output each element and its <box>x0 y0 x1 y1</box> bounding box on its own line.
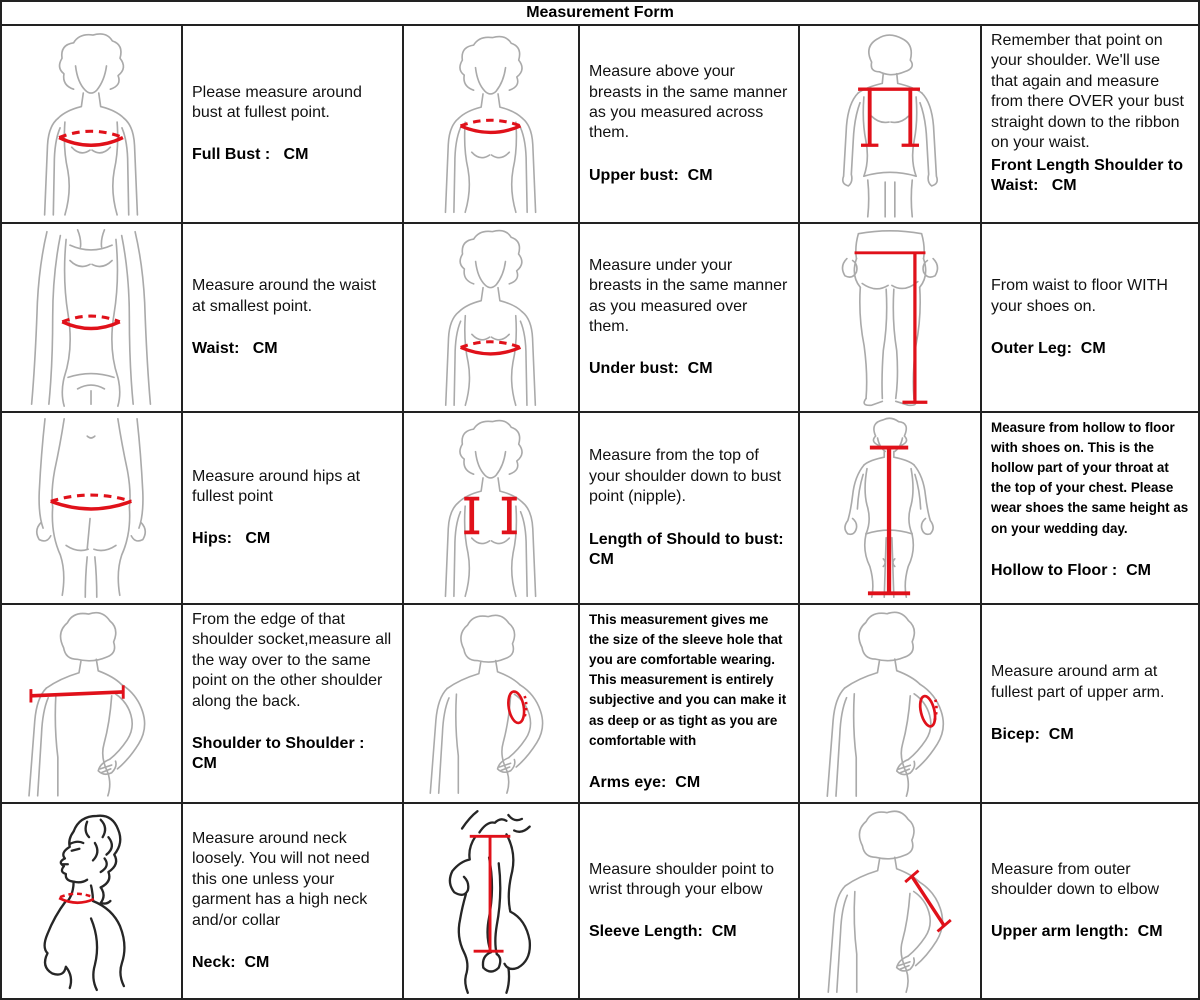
back-armhole-ellipse-icon <box>406 607 576 800</box>
arms-eye-instructions <box>580 605 800 804</box>
bicep-figure <box>800 605 982 804</box>
under-bust-instructions <box>580 224 800 413</box>
body-hollow-to-floor-icon <box>802 415 978 601</box>
bicep-instructions <box>982 605 1198 804</box>
arms-eye-figure <box>404 605 580 804</box>
instruction-text: Measure around hips at fullest point <box>192 467 361 505</box>
upper-arm-length-instructions <box>982 804 1198 998</box>
instruction-text: Measure from the top of your shoulder down to bust point (nipple). <box>589 447 782 506</box>
hollow-to-floor-figure <box>800 413 982 605</box>
woman-front-bust-ellipse-icon <box>4 28 179 220</box>
measurement-label: Front Length Shoulder to Waist: CM <box>991 156 1188 194</box>
measurement-label: Hollow to Floor : CM <box>991 561 1151 579</box>
sleeve-length-instructions <box>580 804 800 998</box>
measurement-label: Shoulder to Shoulder : CM <box>192 735 369 773</box>
measurement-label: Outer Leg: CM <box>991 339 1106 357</box>
upper-bust-instructions <box>580 26 800 224</box>
instruction-text: Measure above your breasts in the same manner as you measured across them. <box>589 63 788 142</box>
form-title: Measurement Form <box>2 2 1198 26</box>
instruction-text: Measure around the waist at smallest point. <box>192 277 377 315</box>
instruction-text: Remember that point on your shoulder. We'll use that again and measure from there OVER your bust straight down to the ribbon on your waist. <box>991 32 1184 152</box>
measurement-label: Waist: CM <box>192 339 278 357</box>
back-shoulder-to-shoulder-line-icon <box>4 607 179 800</box>
shoulder-to-bust-instructions <box>580 413 800 605</box>
outer-leg-instructions <box>982 224 1198 413</box>
woman-back-shoulder-to-waist-icon <box>802 28 978 220</box>
waist-figure <box>2 224 183 413</box>
shoulder-to-bust-figure <box>404 413 580 605</box>
measurement-label: Upper bust: CM <box>589 166 713 184</box>
side-shoulder-to-wrist-line-icon <box>406 806 576 996</box>
waist-instructions <box>183 224 404 413</box>
instruction-text: Measure around neck loosely. You will not need this one unless your garment has a high neck and/or collar <box>192 829 370 929</box>
measurement-label: Upper arm length: CM <box>991 923 1163 941</box>
woman-front-under-bust-ellipse-icon <box>406 226 576 409</box>
instruction-text: Measure shoulder point to wrist through your elbow <box>589 860 774 898</box>
upper-bust-figure <box>404 26 580 224</box>
instruction-text: Measure from outer shoulder down to elbow <box>991 860 1160 898</box>
instruction-text: From waist to floor WITH your shoes on. <box>991 277 1168 315</box>
neck-instructions <box>183 804 404 998</box>
instruction-text: This measurement gives me the size of the sleeve hole that you are comfortable wearing. This measurement is entirely subjective and you can make it as deep or as tight as you are comfortable with <box>589 612 787 748</box>
front-length-figure <box>800 26 982 224</box>
hollow-to-floor-instructions <box>982 413 1198 605</box>
shoulder-to-shoulder-figure <box>2 605 183 804</box>
neck-figure <box>2 804 183 998</box>
measurement-label: Hips: CM <box>192 530 271 548</box>
measurement-label: Sleeve Length: CM <box>589 923 737 941</box>
full-bust-instructions <box>183 26 404 224</box>
measurement-label: Arms eye: CM <box>589 773 701 791</box>
legs-waist-to-floor-icon <box>802 226 978 409</box>
measurement-grid <box>2 26 1198 998</box>
outer-leg-figure <box>800 224 982 413</box>
hips-ellipse-icon <box>4 415 179 601</box>
profile-neck-ellipse-icon <box>4 806 179 996</box>
instruction-text: Measure around arm at fullest part of upper arm. <box>991 663 1165 701</box>
measurement-label: Under bust: CM <box>589 360 713 378</box>
instruction-text: Measure from hollow to floor with shoes on. This is the hollow part of your throat at the top of your chest. Please wear shoes the same height as on your wedding day. <box>991 420 1189 536</box>
instruction-text: From the edge of that shoulder socket,measure all the way over to the same point on the other shoulder along the back. <box>192 611 392 710</box>
woman-shoulder-to-bust-bars-icon <box>406 415 576 601</box>
hips-instructions <box>183 413 404 605</box>
sleeve-length-figure <box>404 804 580 998</box>
back-bicep-ellipse-icon <box>802 607 978 800</box>
front-length-instructions <box>982 26 1198 224</box>
full-bust-figure <box>2 26 183 224</box>
measurement-label: Neck: CM <box>192 954 270 972</box>
torso-waist-ellipse-icon <box>4 226 179 409</box>
measurement-label: Length of Should to bust: CM <box>589 530 793 568</box>
woman-front-upper-bust-ellipse-icon <box>406 28 576 220</box>
shoulder-to-shoulder-instructions <box>183 605 404 804</box>
instruction-text: Measure under your breasts in the same manner as you measured over them. <box>589 256 788 335</box>
under-bust-figure <box>404 224 580 413</box>
back-shoulder-to-elbow-line-icon <box>802 806 978 996</box>
measurement-label: Bicep: CM <box>991 725 1074 743</box>
measurement-label: Full Bust : CM <box>192 146 309 164</box>
hips-figure <box>2 413 183 605</box>
instruction-text: Please measure around bust at fullest point. <box>192 83 362 121</box>
upper-arm-length-figure <box>800 804 982 998</box>
